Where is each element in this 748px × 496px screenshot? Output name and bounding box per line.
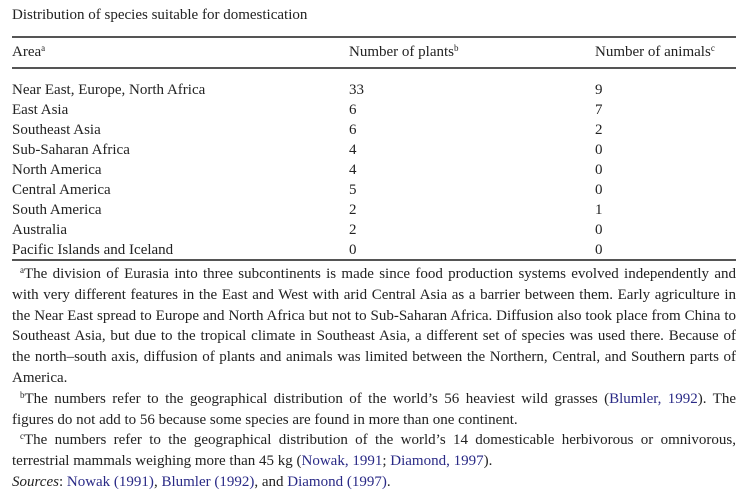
citation-link[interactable]: Diamond (1997) [287, 473, 387, 490]
table-row [12, 160, 736, 180]
plants-cell: 4 [349, 162, 357, 178]
plants-cell: 2 [349, 202, 357, 218]
table-row [12, 70, 736, 100]
species-table [12, 40, 736, 260]
column-header-area: Area$^a$ [12, 43, 46, 60]
note-c: $^c$The numbers refer to the geographical distribution of the world’s 14 domesticable herbivorous or omnivorous, terrestrial mammals weighing more than 45 kg (Nowak, 1991; Diamond, 1997). [12, 431, 736, 470]
animals-cell: 9 [595, 82, 603, 98]
animals-cell: 2 [595, 122, 603, 138]
table-row [12, 120, 736, 140]
plants-cell: 0 [349, 242, 357, 258]
sources-note: Sources: Nowak (1991), Blumler (1992), and Diamond (1997). [12, 473, 391, 490]
area-cell: Central America [12, 182, 111, 198]
plants-cell: 2 [349, 222, 357, 238]
table-notes [12, 264, 736, 493]
area-cell: East Asia [12, 102, 69, 118]
plants-cell: 5 [349, 182, 357, 198]
animals-cell: 0 [595, 182, 603, 198]
animals-cell: 0 [595, 222, 603, 238]
area-cell: South America [12, 202, 102, 218]
area-cell: North America [12, 162, 102, 178]
area-cell: Near East, Europe, North Africa [12, 82, 206, 98]
top-rule [12, 36, 736, 38]
table-row [12, 140, 736, 160]
column-header-plants: Number of plants$^b$ [349, 43, 459, 60]
animals-cell: 7 [595, 102, 603, 118]
area-cell: Australia [12, 222, 67, 238]
plants-cell: 33 [349, 82, 364, 98]
table-row [12, 100, 736, 120]
plants-cell: 4 [349, 142, 357, 158]
plants-cell: 6 [349, 122, 357, 138]
table-row [12, 200, 736, 220]
citation-link[interactable]: Blumler (1992) [161, 473, 255, 490]
table-row [12, 180, 736, 200]
table-row [12, 240, 736, 260]
citation-link[interactable]: Blumler, 1992 [609, 390, 698, 407]
area-cell: Sub-Saharan Africa [12, 142, 130, 158]
citation-link[interactable]: Diamond, 1997 [390, 453, 484, 470]
citation-link[interactable]: Nowak (1991) [66, 473, 154, 490]
animals-cell: 0 [595, 142, 603, 158]
column-header-animals: Number of animals$^c$ [595, 43, 715, 60]
note-b: $^b$The numbers refer to the geographical distribution of the world’s 56 heaviest wild grasses (Blumler, 1992). The figures do not add to 56 because some species are found in more than one continent. [12, 389, 736, 428]
animals-cell: 1 [595, 202, 603, 218]
plants-cell: 6 [349, 102, 357, 118]
animals-cell: 0 [595, 162, 603, 178]
table-title: Distribution of species suitable for domestication [12, 7, 308, 23]
area-cell: Pacific Islands and Iceland [12, 242, 174, 258]
note-a: $^a$The division of Eurasia into three subcontinents is made since food production systems evolved independently and with very different features in the East and West with arid Central Asia as a barrier between them. Early agriculture in the Near East spread to Europe and North Africa but not to Sub-Saharan Africa. Diffusion also took place from China to Southeast Asia, but due to the tropical climate in Southeast Asia, a different set of species was used there. Because of the north–south axis, diffusion of plants and animals was limited between the Northern, Central, and Southern parts of America. [12, 265, 736, 386]
area-cell: Southeast Asia [12, 122, 101, 138]
table-row [12, 220, 736, 240]
animals-cell: 0 [595, 242, 603, 258]
citation-link[interactable]: Nowak, 1991 [301, 453, 383, 470]
